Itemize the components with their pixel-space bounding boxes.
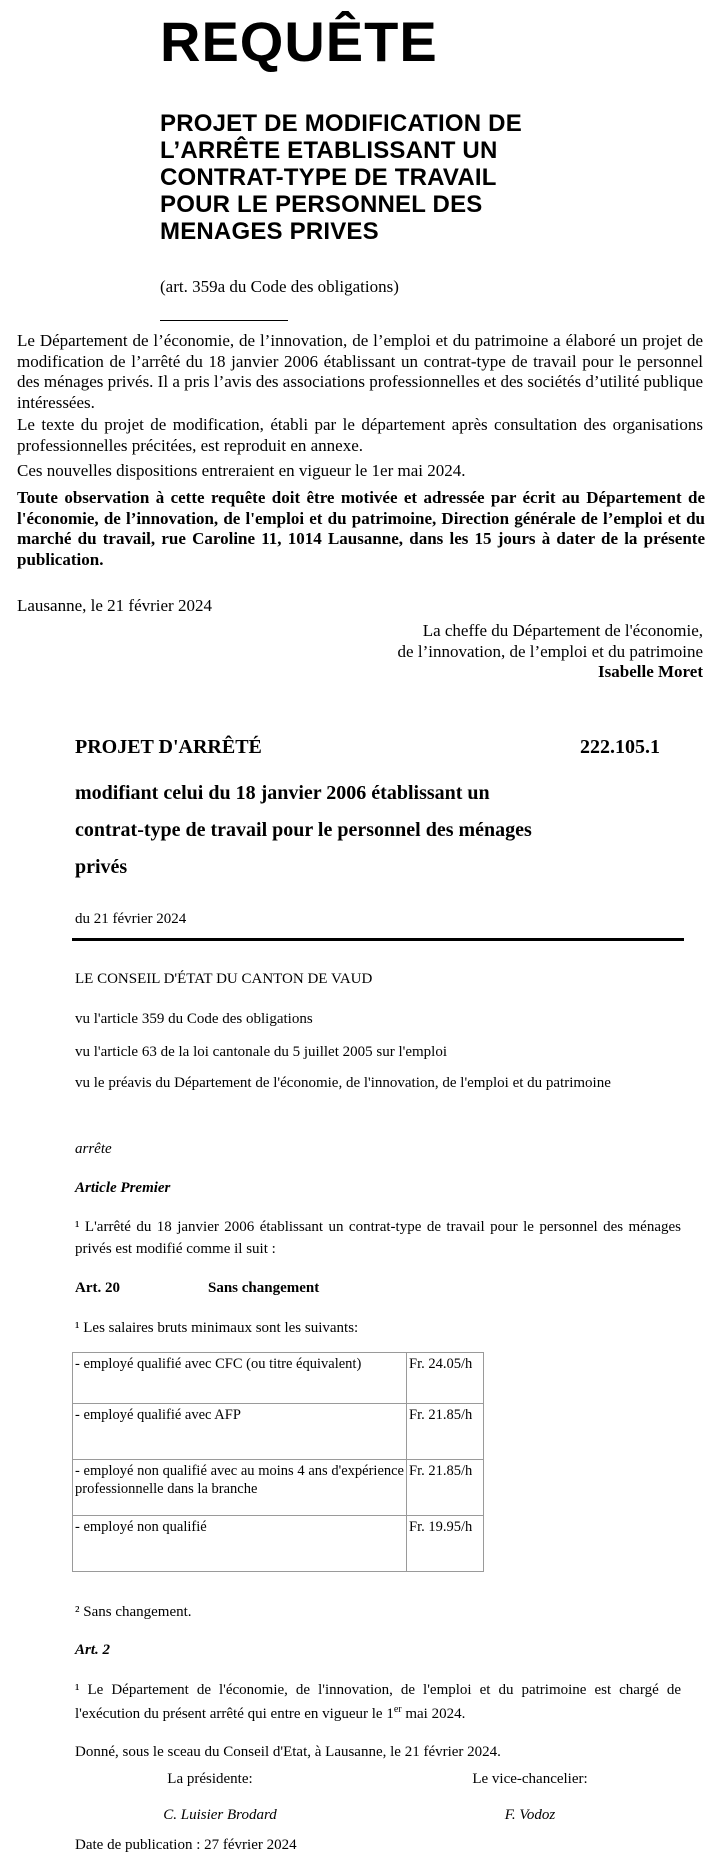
signature-line: de l’innovation, de l’emploi et du patrimoine — [397, 641, 703, 661]
projet-number: 222.105.1 — [580, 736, 660, 758]
art2-label: Art. 2 — [75, 1642, 111, 1658]
table-row — [73, 1404, 484, 1460]
vu-line: vu l'article 63 de la loi cantonale du 5 juillet 2005 sur l'emploi — [75, 1044, 447, 1060]
short-divider — [160, 320, 288, 321]
salary-category: - employé non qualifié — [73, 1516, 407, 1572]
place-date: Lausanne, le 21 février 2024 — [17, 596, 212, 615]
title-line: POUR LE PERSONNEL DES — [160, 191, 483, 218]
title-line: PROJET DE MODIFICATION DE — [160, 110, 522, 137]
publication-date: Date de publication : 27 février 2024 — [75, 1837, 297, 1853]
salary-category: - employé qualifié avec AFP — [73, 1404, 407, 1460]
vu-line: vu l'article 359 du Code des obligations — [75, 1011, 313, 1027]
subtitle-line: privés — [75, 856, 128, 878]
sans-changement: ² Sans changement. — [75, 1604, 192, 1620]
salary-amount: Fr. 21.85/h — [407, 1460, 484, 1516]
intro-paragraph-1: Le Département de l’économie, de l’innovation, de l’emploi et du patrimoine a élaboré un projet de modification de l’arrêté du 18 janvier 2006 établissant un contrat-type de travail pour le personnel des ménages privés. Il a pris l’avis des associations professionnelles et des sociétés d’utilité publique intéressées. — [17, 331, 703, 412]
presidente-label: La présidente: — [167, 1771, 253, 1787]
salary-amount: Fr. 24.05/h — [407, 1353, 484, 1404]
title-line: CONTRAT-TYPE DE TRAVAIL — [160, 164, 497, 191]
vice-chancelier-name: F. Vodoz — [504, 1807, 556, 1823]
table-row — [73, 1353, 484, 1404]
art2-text: ¹ Le Département de l'économie, de l'innovation, de l'emploi et du patrimoine est chargé de l'exécution du présent arrêté qui entre en vigueur le 1er mai 2024. — [75, 1682, 681, 1722]
table-row — [73, 1516, 484, 1572]
article-premier-heading: Article Premier — [75, 1180, 171, 1196]
table-row — [73, 1460, 484, 1516]
intro-paragraph-2: Le texte du projet de modification, établi par le département après consultation des organisations professionnelles précitées, est reproduit en annexe. — [17, 415, 703, 455]
donne-line: Donné, sous le sceau du Conseil d'Etat, à Lausanne, le 21 février 2024. — [75, 1744, 501, 1760]
subtitle-line: modifiant celui du 18 janvier 2006 établissant un — [75, 782, 490, 804]
intro-paragraph-3: Ces nouvelles dispositions entreraient en vigueur le 1er mai 2024. — [17, 461, 466, 480]
requete-heading: REQUÊTE — [160, 10, 438, 73]
salaires-intro: ¹ Les salaires bruts minimaux sont les suivants: — [75, 1320, 359, 1336]
projet-subtitle — [75, 775, 635, 886]
article-premier-text: ¹ L'arrêté du 18 janvier 2006 établissant un contrat-type de travail pour le personnel des ménages privés est modifié comme il suit : — [75, 1219, 681, 1257]
observation-notice: Toute observation à cette requête doit être motivée et adressée par écrit au Département de l'économie, de l’innovation, de l'emploi et du patrimoine, Direction générale de l’emploi et du marché du travail, rue Caroline 11, 1014 Lausanne, dans les 15 jours à dater de la présente publication. — [17, 488, 705, 569]
conseil-heading: LE CONSEIL D'ÉTAT DU CANTON DE VAUD — [75, 971, 373, 987]
subtitle-line: contrat-type de travail pour le personnel des ménages — [75, 819, 532, 841]
projet-date: du 21 février 2024 — [75, 911, 187, 927]
art20-status: Sans changement — [208, 1280, 320, 1296]
salary-amount: Fr. 19.95/h — [407, 1516, 484, 1572]
art20-label: Art. 20 — [75, 1280, 120, 1296]
legal-reference: (art. 359a du Code des obligations) — [160, 277, 399, 296]
arrete-word: arrête — [75, 1141, 112, 1157]
vu-line: vu le préavis du Département de l'économie, de l'innovation, de l'emploi et du patrimoine — [75, 1075, 611, 1091]
signature-block — [398, 621, 703, 683]
presidente-name: C. Luisier Brodard — [163, 1807, 277, 1823]
salary-amount: Fr. 21.85/h — [407, 1404, 484, 1460]
document-title — [160, 110, 522, 245]
signature-name: Isabelle Moret — [598, 662, 703, 681]
salary-category: - employé non qualifié avec au moins 4 ans d'expérience professionnelle dans la branche — [73, 1460, 407, 1516]
title-line: L’ARRÊTE ETABLISSANT UN — [160, 137, 498, 164]
salary-category: - employé qualifié avec CFC (ou titre équivalent) — [73, 1353, 407, 1404]
projet-label: PROJET D'ARRÊTÉ — [75, 736, 262, 758]
title-line: MENAGES PRIVES — [160, 218, 379, 245]
signature-line: La cheffe du Département de l'économie, — [422, 621, 703, 640]
salary-table — [72, 1352, 484, 1572]
thick-divider — [72, 938, 684, 941]
vice-chancelier-label: Le vice-chancelier: — [472, 1771, 588, 1787]
